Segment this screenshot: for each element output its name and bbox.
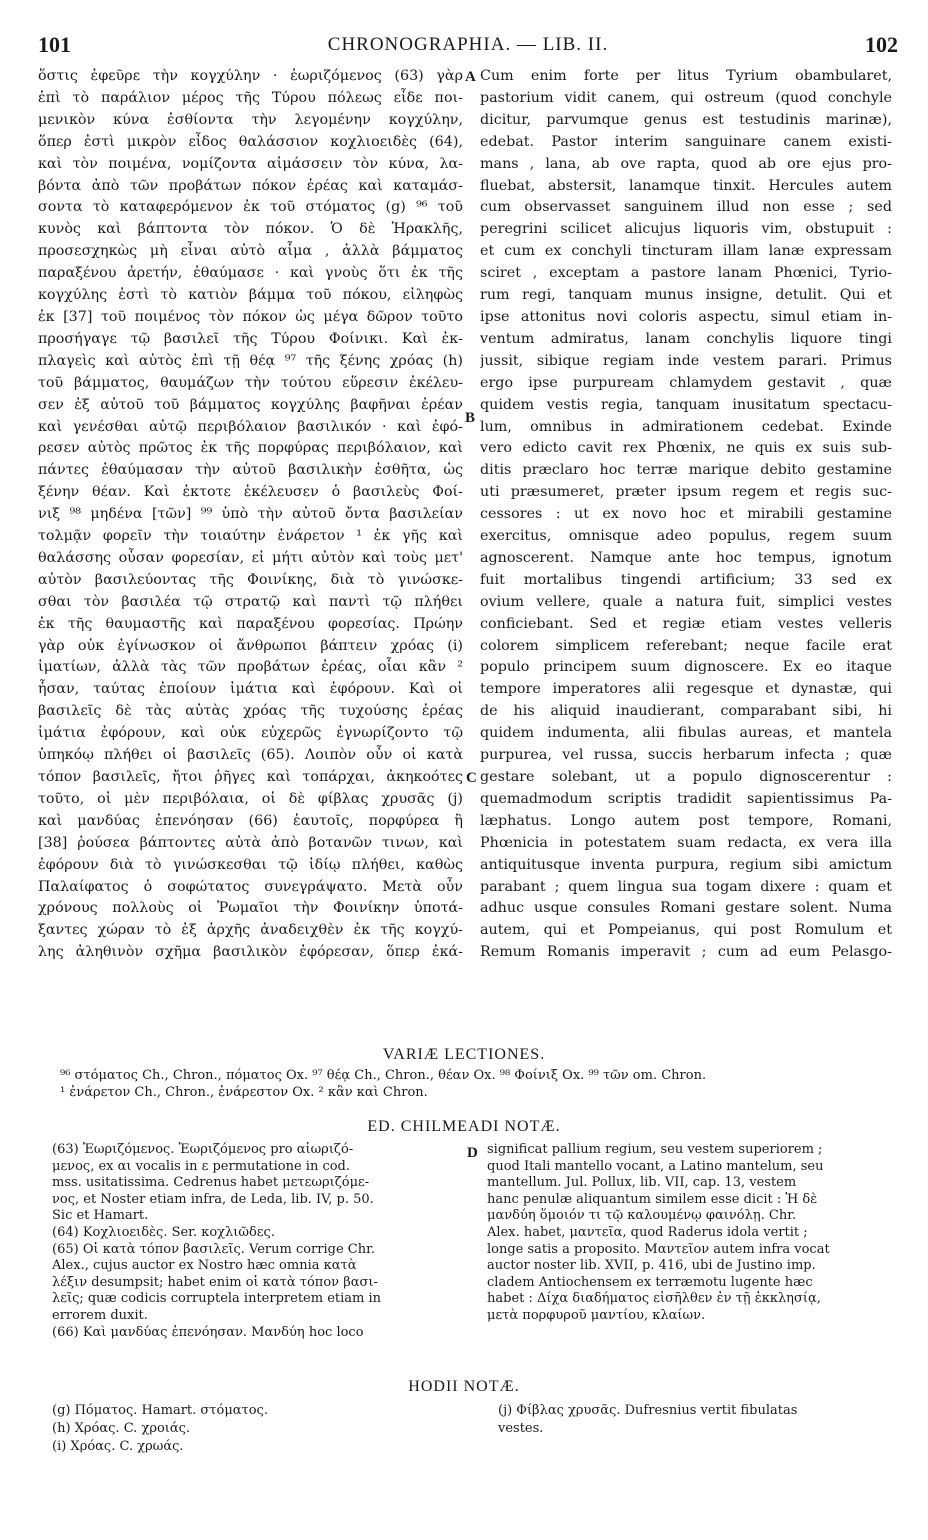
latin-text-line: adhuc usque consules Romani gestare solent. Numa [480,900,892,917]
varia-line: ¹ ἐνάρετον Ch., Chron., ἐνάρεστον Ox. ² κἂν καὶ Chron. [60,1084,428,1100]
greek-text-line: θαλάσσης οὖσαν φορεσίαν, εἰ μήτι αὐτὸν καὶ τοὺς μετ' [38,549,463,566]
latin-text-line: quemadmodum scriptis tradidit sapientissimus Pa- [480,790,892,807]
greek-text-line: ρεσεν αὐτὸς πρῶτος ἐκ τῆς πορφύρας περιβόλαιον, καὶ [38,440,463,457]
greek-text-line: νιξ ⁹⁸ μηδένα [τῶν] ⁹⁹ ὑπὸ τὴν αὐτοῦ ὄντα βασιλείαν [38,506,463,523]
ed-note-line: λέξιν desumpsit; habet enim οἱ κατὰ τόπον βασι- [52,1274,378,1290]
latin-text-line: dicitur, parvumque genus est testudinis marinæ), [480,111,892,128]
ed-note-line: (66) Καὶ μανδύας ἐπενόησαν. Μανδύη hoc loco [52,1324,364,1340]
latin-text-line: rum regi, tanquam munus insigne, detulit. Qui et [480,287,892,304]
greek-text-line: ἐφόρουν διὰ τὸ γινώσκεσθαι τῷ ἰδίῳ πλήθει, καθὼς [38,856,463,873]
ed-notes-heading: ED. CHILMEADI NOTÆ. [367,1118,561,1135]
latin-text-line: quidem vestis regia, tanquam inusitatum spectacu- [480,396,892,413]
latin-text-line: læphatus. Longo autem post tempore, Romani, [480,812,892,829]
latin-text-line: et cum ex conchyli tincturam illam lanæ expressam [480,243,892,260]
latin-text-line: jussit, sibique regiam inde vestem parari. Primus [480,352,892,369]
latin-text-line: cessores : ut ex novo hoc et mirabili gestamine [480,506,892,523]
latin-text-line: ipse attonitus novi coloris aspectu, simul etiam in- [480,308,892,325]
greek-text-line: προσήγαγε τῷ βασιλεῖ τῆς Τύρου Φοίνικι. Καὶ ἐκ- [38,330,463,347]
latin-text-line: ovium vellere, quale a natura fuit, simplici vestes [480,593,892,610]
greek-text-line: καὶ μανδύας ἐπενόησαν (66) ἑαυτοῖς, πορφύρεα ἢ [38,812,463,829]
greek-text-line: σοντα τὸ καταφερόμενον ἐκ τοῦ στόματος (g) ⁹⁶ τοῦ [38,199,463,216]
latin-text-line: cum observasset sanguinem illud non esse ; sed [480,199,892,216]
ed-note-line: (65) Οἱ κατὰ τόπον βασιλεῖς. Verum corrige Chr. [52,1241,376,1257]
varia-heading: VARIÆ LECTIONES. [382,1046,546,1063]
latin-text-line: quidem indumenta, alii fibulas aureas, et mantela [480,725,892,742]
latin-text-line: purpurea, vel russa, succis herbarum infecta ; quæ [480,747,892,764]
latin-text-line: de his aliquid inaudierant, comparabant sibi, hi [480,703,892,720]
ed-note-line: cladem Antiochensem ex terræmotu lugente hæc [487,1274,813,1290]
latin-text-line: colorem simplicem referebant; neque facile erat [480,637,892,654]
hodii-note-line: (g) Πόματος. Hamart. στόματος. [52,1403,268,1418]
latin-text-line: exercitus, omnisque adeo populus, regem suum [480,528,892,545]
ed-note-line: longe satis a proposito. Μαντεῖον autem infra vocat [487,1241,830,1257]
latin-text-line: fluebat, abstersit, lanamque tinxit. Hercules autem [480,177,892,194]
greek-text-line: ἐπὶ τὸ παράλιον μέρος τῆς Τύρου πόλεως εἶδε ποι- [38,89,463,106]
greek-text-line: βόντα ἀπὸ τῶν προβάτων πόκον ἐρέας καὶ καταμάσ- [38,177,463,194]
latin-text-line: pastorium vidit canem, qui ostreum (quod conchyle [480,89,892,106]
greek-text-line: [38] ῥούσεα βάπτοντες αὐτὰ ἀπὸ βοτανῶν τινων, καὶ [38,834,463,851]
ed-notes-right-column [487,1142,902,1325]
latin-text-line: mans , lana, ab ove rapta, quod ab ore ejus pro- [480,155,892,172]
ed-note-line: errorem duxit. [52,1307,148,1323]
ed-note-line: (63) Ἐωριζόμενος. Ἐωριζόμενος pro αἰωριζό- [52,1142,354,1157]
ed-note-line: Alex., cujus auctor ex Nostro hæc omnia κατὰ [52,1258,357,1274]
ed-note-line: hanc penulæ aliquantum similem esse dicit : Ἡ δὲ [487,1191,818,1207]
greek-text-column [38,66,463,964]
latin-text-line: populo principem suum dignoscere. Ex eo itaque [480,659,892,676]
ed-notes-left-column [52,1142,462,1341]
hodii-notes-heading: HODII NOTÆ. [408,1378,520,1395]
greek-text-line: μενικὸν κύνα ἐσθίοντα τὴν λεγομένην κογχύλην, [38,111,463,128]
ed-note-line: habet : Δίχα διαδήματος εἰσῆλθεν ἐν τῇ ἐκκλησίᾳ, [487,1291,821,1307]
page-number-left: 101 [38,32,71,57]
latin-text-line: fuit mortalibus tingendi artificium; 33 sed ex [480,571,892,588]
varia-line: ⁹⁶ στόματος Ch., Chron., πόματος Ox. ⁹⁷ θέᾳ Ch., Chron., θέαν Ox. ⁹⁸ Φοίνιξ Ox. ⁹⁹ τῶν om. Chron. [60,1068,707,1083]
greek-text-line: ξένην θέαν. Καὶ ἐκτοτε ἐκέλευσεν ὁ βασιλεὺς Φοί- [38,484,463,501]
greek-text-line: ἦσαν, ταύτας ἐποίουν ἱμάτια καὶ ἐφόρουν. Καὶ οἱ [38,681,463,698]
latin-text-line: peregrini scilicet alicujus liquoris vim, obstupuit : [480,221,892,238]
hodii-note-line: (j) Φίβλας χρυσᾶς. Dufresnius vertit fibulatas [498,1403,798,1418]
greek-text-line: ἐκ [37] τοῦ ποιμένος τὸν πόκον ὡς μέγα δῶρον τοῦτο [38,308,463,325]
greek-text-line: σεν ἐξ αὐτοῦ τοῦ βάμματος κογχύλης βαφῆναι ἐρέαν [38,396,463,413]
margin-letter-b: B [465,410,476,426]
hodii-notes-left-column [52,1402,452,1456]
ed-note-line: μενος, ex αι vocalis in ε permutatione in cod. [52,1158,351,1174]
latin-text-line: ventum admiratus, lanam conchylis liquore tingi [480,330,892,347]
greek-text-line: τοῦτο, οἱ μὲν περιβόλαια, οἱ δὲ φίβλας χρυσᾶς (j) [38,790,463,807]
ed-note-line: mantellum. Jul. Pollux, lib. VII, cap. 13, vestem [487,1175,797,1191]
greek-text-line: αὐτὸν βασιλεύοντας τῆς Φοινίκης, διὰ τὸ γινώσκε- [38,571,463,588]
ed-note-line: Sic et Hamart. [52,1208,149,1224]
latin-text-line: sciret , exceptam a pastore lanam Phœnici, Tyrio- [480,265,892,282]
greek-text-line: ὑπηκόῳ πλήθει οἱ βασιλεῖς (65). Λοιπὸν οὖν οἱ κατὰ [38,747,463,764]
ed-note-line: μετὰ πορφυροῦ μαντίου, κλαίων. [487,1307,706,1323]
latin-text-line: tempore imperatores alii regesque et dynastæ, qui [480,681,892,698]
greek-text-line: παραξένου ἀρετήν, ἐθαύμασε · καὶ γνοὺς ὅτι ἐκ τῆς [38,265,463,282]
page-number-right: 102 [865,32,898,57]
greek-text-line: Παλαίφατος ὁ σοφώτατος συνεγράψατο. Μετὰ οὖν [38,878,463,895]
greek-text-line: ἱματίων, ἀλλὰ τὰς τῶν προβάτων ἐρέας, οἷαι κἂν ² [38,659,463,676]
page-header [38,32,898,60]
greek-text-line: ξαντες χώραν τὸ ἐξ ἀρχῆς ἀναδειχθὲν ἐκ τῆς κογχύ- [38,922,463,939]
latin-text-line: Cum enim forte per litus Tyrium obambularet, [480,68,892,84]
latin-text-line: Remum Romanis imperavit ; cum ad eum Pelasgo- [480,944,892,961]
greek-text-line: καὶ γενέσθαι αὐτῷ περιβόλαιον βασιλικόν · καὶ ἐφό- [38,418,463,435]
varia-lectiones [60,1068,900,1101]
latin-text-line: antiquitusque inventa purpura, regium sibi amictum [480,856,892,873]
ed-note-line: mss. usitatissima. Cedrenus habet μετεωριζόμε- [52,1175,370,1191]
latin-text-line: Phœnicia in potestatem suam redacta, ex vera illa [480,834,892,851]
margin-letter-c: C [466,770,477,786]
latin-text-line: vero edicto cavit rex Phœnix, ne quis ex suis sub- [480,440,892,457]
greek-text-line: τοῦ βάμματος, θαυμάζων τὴν τούτου εὕρεσιν ἐκέλευ- [38,374,463,391]
greek-text-line: ἐκ τῆς θαυμαστῆς καὶ παραξένου φορεσίας. Πρώην [38,615,463,632]
greek-text-line: τολμᾷν φορεῖν τὴν τοιαύτην ἐνάρετον ¹ ἐκ γῆς καὶ [38,528,463,545]
ed-note-line: λεῖς; quæ codicis corruptela interpretem etiam in [52,1291,382,1307]
greek-text-line: βασιλεῖς δὲ τὰς αὐτὰς χρόας τῆς τυχούσης ἐρέας [38,703,463,720]
latin-text-line: conficiebant. Sed et regiæ etiam vestes velleris [480,615,892,632]
latin-text-line: edebat. Pastor interim sanguinare canem existi- [480,133,892,150]
greek-text-line: κογχύλης ἐστὶ τὸ κατιὸν βάμμα τοῦ πόκου, εἰληφὼς [38,287,463,304]
latin-text-line: ergo ipse purpuream chlamydem gestavit , quæ [480,374,892,391]
hodii-note-line: (i) Χρόας. C. χρωάς. [52,1439,184,1454]
margin-letter-d: D [467,1145,478,1161]
ed-note-line: quod Itali mantello vocant, a Latino mantelum, seu [487,1158,824,1174]
latin-text-line: ditis præclaro hoc terræ marique debito gestamine [480,462,892,479]
greek-text-line: πλαγεὶς καὶ αὐτὸς ἐπὶ τῇ θέᾳ ⁹⁷ τῆς ξένης χρόας (h) [38,352,463,369]
greek-text-line: χρόνους πολλοὺς οἱ Ῥωμαῖοι τὴν Φοινίκην ὑποτά- [38,900,463,917]
hodii-notes-right-column [498,1402,898,1438]
margin-letter-a: A [465,69,476,85]
greek-text-line: τόπον βασιλεῖς, ἤτοι ῥῆγες καὶ τοπάρχαι, ἀκηκοότες [38,769,463,785]
greek-text-line: καὶ τὸν ποιμένα, νομίζοντα αἱμάσσειν τὸν κύνα, λα- [38,155,463,172]
greek-text-line: ὅπερ ἐστὶ μικρὸν εἶδος θαλάσσιον κοχλιοειδὲς (64), [38,133,463,150]
ed-note-line: νος, et Noster etiam infra, de Leda, lib. IV, p. 50. [52,1191,374,1207]
running-title: CHRONOGRAPHIA. — LIB. II. [327,34,609,55]
greek-text-line: κυνὸς καὶ βάπτοντα τὸν πόκον. Ὁ δὲ Ἡρακλῆς, [38,221,463,238]
hodii-note-line: vestes. [498,1421,544,1436]
latin-text-line: autem, qui et Pompeianus, qui post Romulum et [480,922,892,939]
ed-note-line: (64) Κοχλιοειδὲς. Ser. κοχλιῶδες. [52,1224,275,1240]
greek-text-line: λης ἀληθινὸν σχῆμα βασιλικὸν ἐφόρεσαν, ὅπερ ἐκά- [38,944,463,961]
ed-note-line: Alex. habet, μαντεῖα, quod Raderus idola vertit ; [487,1224,808,1240]
greek-text-line: γὰρ οὐκ ἐγίνωσκον οἱ ἄνθρωποι βάπτειν χρόας (i) [38,637,463,654]
greek-text-line: σθαι τὸν βασιλέα τῷ στρατῷ καὶ παντὶ τῷ πλήθει [38,593,463,610]
greek-text-line: ὅστις ἐφεῦρε τὴν κογχύλην · ἐωριζόμενος (63) γὰρ [38,68,463,84]
latin-text-line: agnoscerent. Namque ante hoc tempus, ignotum [480,549,892,566]
ed-note-line: μανδύη ὅμοιόν τι τῷ καλουμένῳ φαινόλῃ. Chr. [487,1208,797,1224]
greek-text-line: ἱμάτια ἐφόρουν, καὶ οὐκ εὐχερῶς ἐγνωρίζοντο τῷ [38,725,463,742]
latin-text-column [480,66,892,964]
latin-text-line: parabant ; quem lingua sua togam dixere : quam et [480,878,892,895]
greek-text-line: προσεσχηκὼς μὴ εἶναι αὐτὸ αἷμα , ἀλλὰ βάμματος [38,243,463,260]
ed-note-line: significat pallium regium, seu vestem superiorem ; [487,1142,823,1157]
latin-text-line: lum, omnibus in admirationem cedebat. Exinde [480,418,892,435]
hodii-note-line: (h) Χρόας. C. χροιάς. [52,1421,191,1436]
ed-note-line: auctor noster lib. XVII, p. 416, ubi de Justino imp. [487,1258,816,1274]
greek-text-line: πάντες ἐθαύμασαν τὴν αὐτοῦ βασιλικὴν ἐσθῆτα, ὡς [38,462,463,479]
latin-text-line: uti præsumeret, præter ipsum regem et regis suc- [480,484,892,501]
latin-text-line: gestare solebant, ut a populo dignoscerentur : [480,769,892,785]
